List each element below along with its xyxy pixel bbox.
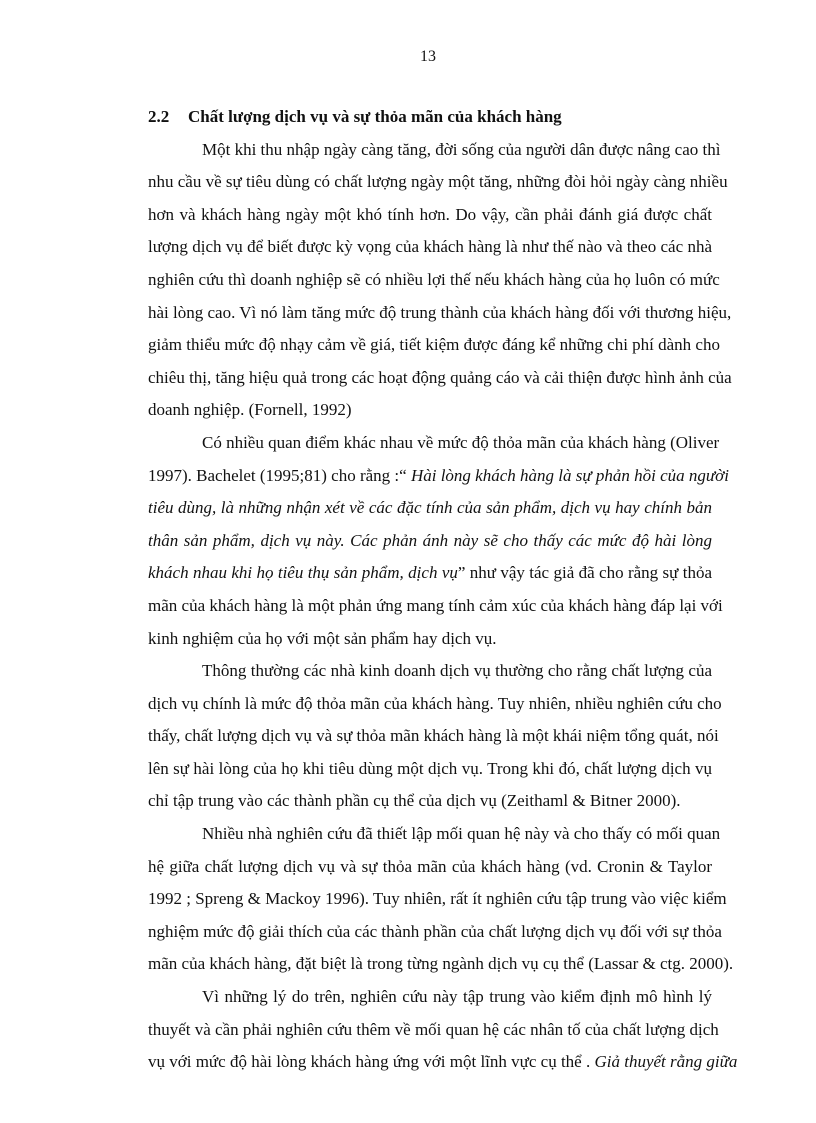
text-line: mãn của khách hàng, đặt biệt là trong từng ngành dịch vụ cụ thể (Lassar & ctg. 2000). (148, 954, 734, 974)
text-line: 1992 ; Spreng & Mackoy 1996). Tuy nhiên, rất ít nghiên cứu tập trung vào việc kiểm (148, 889, 727, 909)
text-line: nghiên cứu thì doanh nghiệp sẽ có nhiều lợi thế nếu khách hàng của họ luôn có mức (148, 269, 720, 289)
text-line: Một khi thu nhập ngày càng tăng, đời sống của người dân được nâng cao thì (202, 139, 721, 159)
text-line: thấy, chất lượng dịch vụ và sự thỏa mãn khách hàng là một khái niệm tổng quát, nói (148, 726, 719, 746)
text-segment: 1997). Bachelet (1995;81) cho rằng :“ (148, 465, 411, 485)
text-line: thuyết và cần phải nghiên cứu thêm về mối quan hệ các nhân tố của chất lượng dịch (148, 1019, 719, 1039)
text-line: Vì những lý do trên, nghiên cứu này tập trung vào kiểm định mô hình lý (202, 987, 712, 1007)
paragraph-2 (148, 427, 729, 655)
text-line (148, 557, 712, 590)
document-body (148, 101, 738, 1079)
text-line: Có nhiều quan điểm khác nhau về mức độ thỏa mãn của khách hàng (Oliver (202, 432, 720, 452)
text-segment: ” như vậy tác giả đã cho rằng sự thỏa (457, 563, 712, 583)
quote-segment: Hài lòng khách hàng là sự phản hồi của người (410, 465, 729, 485)
text-line: kinh nghiệm của họ với một sản phẩm hay dịch vụ. (148, 628, 497, 648)
text-line: giảm thiểu mức độ nhạy cảm về giá, tiết kiệm được đáng kể những chi phí dành cho (148, 335, 720, 355)
text-line: dịch vụ chính là mức độ thỏa mãn của khách hàng. Tuy nhiên, nhiều nghiên cứu cho (148, 693, 722, 713)
text-line: Thông thường các nhà kinh doanh dịch vụ thường cho rằng chất lượng của (202, 661, 712, 681)
quote-segment: Giả thuyết rằng giữa (594, 1052, 738, 1072)
text-line: nghiệm mức độ giải thích của các thành phần của chất lượng dịch vụ đối với sự thỏa (148, 921, 722, 941)
text-line: hơn và khách hàng ngày một khó tính hơn. Do vậy, cần phải đánh giá được chất (148, 204, 712, 224)
paragraph-4 (148, 818, 734, 981)
quote-segment: tiêu dùng, là những nhận xét về các đặc tính của sản phẩm, dịch vụ hay chính bản (148, 498, 712, 518)
text-line: doanh nghiệp. (Fornell, 1992) (148, 400, 352, 420)
text-line: chiêu thị, tăng hiệu quả trong các hoạt động quảng cáo và cải thiện được hình ảnh của (148, 367, 732, 387)
paragraph-5 (148, 981, 738, 1079)
text-line: chỉ tập trung vào các thành phần cụ thể của dịch vụ (Zeithaml & Bitner 2000). (148, 791, 681, 811)
page-number: 13 (420, 48, 436, 65)
text-line: lượng dịch vụ để biết được kỳ vọng của khách hàng là như thế nào và theo các nhà (148, 237, 712, 257)
text-segment: vụ với mức độ hài lòng khách hàng ứng với một lĩnh vực cụ thể . (148, 1052, 595, 1072)
section-title: Chất lượng dịch vụ và sự thỏa mãn của khách hàng (188, 107, 562, 126)
text-line (148, 1046, 738, 1079)
text-line (148, 525, 712, 558)
text-line: mãn của khách hàng là một phản ứng mang tính cảm xúc của khách hàng đáp lại với (148, 595, 723, 615)
section-heading (148, 101, 712, 134)
text-line: nhu cầu về sự tiêu dùng có chất lượng ngày một tăng, những đòi hỏi ngày càng nhiều (148, 172, 728, 192)
text-line: lên sự hài lòng của họ khi tiêu dùng một dịch vụ. Trong khi đó, chất lượng dịch vụ (148, 758, 712, 778)
paragraph-1 (148, 134, 732, 427)
quote-segment: thân sản phẩm, dịch vụ này. Các phản ánh này sẽ cho thấy các mức độ hài lòng (148, 530, 712, 550)
section-number: 2.2 (148, 107, 170, 126)
text-line: hài lòng cao. Vì nó làm tăng mức độ trung thành của khách hàng đối với thương hiệu, (148, 302, 732, 322)
quote-segment: khách nhau khi họ tiêu thụ sản phẩm, dịch vụ (148, 563, 458, 583)
text-line: Nhiều nhà nghiên cứu đã thiết lập mối quan hệ này và cho thấy có mối quan (202, 824, 721, 844)
text-line (148, 460, 729, 493)
text-line (148, 492, 712, 525)
paragraph-3 (148, 655, 722, 818)
text-line: hệ giữa chất lượng dịch vụ và sự thỏa mãn của khách hàng (vd. Cronin & Taylor (148, 856, 712, 876)
